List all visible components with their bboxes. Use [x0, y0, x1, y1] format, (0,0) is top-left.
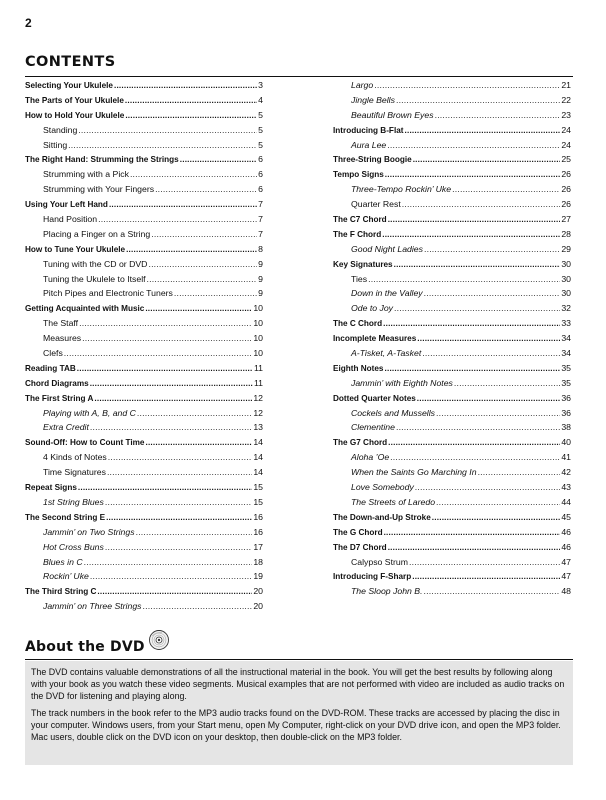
toc-entry: [333, 465, 571, 480]
toc-entry: [25, 510, 263, 525]
toc-dot-leader: [145, 302, 252, 317]
toc-entry-title: Tuning the Ukulele to Itself: [43, 273, 146, 284]
toc-dot-leader: [90, 569, 252, 584]
toc-entry: [333, 286, 571, 301]
toc-entry-title: Clementine: [351, 422, 395, 433]
toc-entry-title: Tempo Signs: [333, 170, 384, 180]
toc-entry-page: 35: [561, 362, 571, 373]
toc-entry-page: 36: [561, 392, 571, 403]
toc-entry: [25, 420, 263, 435]
toc-dot-leader: [409, 555, 560, 570]
toc-entry-title: Introducing F-Sharp: [333, 572, 412, 582]
toc-entry-page: 5: [258, 124, 263, 135]
toc-dot-leader: [394, 301, 560, 316]
toc-dot-leader: [108, 450, 253, 465]
toc-dot-leader: [388, 541, 561, 556]
toc-entry: [25, 227, 263, 242]
toc-entry-page: 35: [561, 377, 571, 388]
toc-entry-title: Using Your Left Hand: [25, 200, 108, 210]
toc-entry-title: Clefs: [43, 348, 63, 359]
toc-entry: [333, 346, 571, 361]
toc-dot-leader: [385, 362, 561, 377]
toc-entry-page: 9: [258, 273, 263, 284]
toc-entry: [333, 540, 571, 555]
toc-entry: [25, 272, 263, 287]
toc-entry-title: Pitch Pipes and Electronic Tuners: [43, 288, 173, 299]
toc-entry-title: The First String A: [25, 393, 94, 403]
toc-entry-page: 25: [561, 154, 571, 165]
toc-dot-leader: [423, 584, 560, 599]
toc-entry-page: 5: [258, 109, 263, 120]
toc-entry-page: 19: [253, 571, 263, 582]
toc-entry-title: The Parts of Your Ukulele: [25, 95, 124, 105]
toc-entry-page: 27: [561, 214, 571, 225]
toc-entry-page: 21: [561, 80, 571, 90]
toc-entry: [333, 510, 571, 525]
toc-entry: [25, 555, 263, 570]
toc-dot-leader: [422, 346, 560, 361]
toc-entry-page: 6: [258, 154, 263, 165]
toc-entry: [333, 301, 571, 316]
toc-entry: [25, 569, 263, 584]
toc-entry: [25, 152, 263, 167]
toc-entry-page: 7: [258, 228, 263, 239]
toc-entry-page: 9: [258, 288, 263, 299]
toc-entry-title: Aloha ’Oe: [351, 452, 390, 463]
toc-entry-title: Three-Tempo Rockin’ Uke: [351, 184, 452, 195]
toc-entry-page: 45: [561, 511, 571, 522]
toc-dot-leader: [105, 495, 252, 510]
toc-entry: [333, 197, 571, 212]
toc-entry-title: 4 Kinds of Notes: [43, 452, 107, 463]
toc-entry-title: Good Night Ladies: [351, 243, 423, 254]
toc-entry-title: Rockin’ Uke: [43, 571, 89, 582]
toc-dot-leader: [388, 213, 561, 228]
toc-entry-title: Key Signatures: [333, 259, 393, 269]
toc-dot-leader: [402, 197, 561, 212]
toc-entry: [333, 272, 571, 287]
toc-entry: [333, 108, 571, 123]
toc-entry-page: 22: [561, 94, 571, 105]
toc-dot-leader: [388, 436, 560, 451]
toc-entry-page: 14: [253, 452, 263, 463]
toc-entry-title: The Second String E: [25, 512, 106, 522]
toc-dot-leader: [417, 392, 561, 407]
toc-entry: [25, 376, 263, 391]
toc-entry-page: 34: [561, 348, 571, 359]
toc-dot-leader: [68, 138, 257, 153]
toc-entry: [25, 480, 263, 495]
toc-dot-leader: [396, 420, 560, 435]
toc-dot-leader: [368, 272, 560, 287]
toc-entry-page: 18: [253, 556, 263, 567]
toc-entry-title: How to Tune Your Ukulele: [25, 244, 126, 254]
toc-dot-leader: [84, 555, 253, 570]
toc-entry-page: 10: [253, 303, 263, 314]
toc-entry-title: Sound-Off: How to Count Time: [25, 438, 145, 448]
toc-entry-title: Hot Cross Buns: [43, 541, 104, 552]
toc-entry: [333, 420, 571, 435]
toc-entry: [25, 242, 263, 257]
toc-entry: [25, 138, 263, 153]
toc-entry-title: Sitting: [43, 139, 68, 150]
toc-left-column: [25, 78, 263, 614]
toc-entry-page: 24: [561, 139, 571, 150]
toc-entry-title: The Third String C: [25, 587, 97, 597]
toc-dot-leader: [90, 420, 252, 435]
toc-dot-leader: [424, 286, 561, 301]
toc-entry: [25, 540, 263, 555]
toc-entry-page: 14: [253, 467, 263, 478]
toc-dot-leader: [180, 153, 257, 168]
toc-entry-page: 17: [253, 541, 263, 552]
toc-dot-leader: [454, 376, 560, 391]
toc-entry: [25, 525, 263, 540]
toc-entry: [333, 361, 571, 376]
toc-dot-leader: [64, 346, 253, 361]
toc-dot-leader: [417, 332, 560, 347]
toc-dot-leader: [114, 79, 257, 94]
toc-entry-title: Introducing B-Flat: [333, 125, 404, 135]
toc-entry: [333, 316, 571, 331]
toc-entry: [25, 391, 263, 406]
toc-entry-title: Eighth Notes: [333, 363, 384, 373]
toc-entry: [333, 182, 571, 197]
toc-entry: [333, 495, 571, 510]
toc-entry: [25, 197, 263, 212]
toc-dot-leader: [155, 182, 257, 197]
toc-entry-page: 11: [253, 362, 263, 373]
toc-entry-page: 41: [561, 452, 571, 463]
toc-entry-title: Love Somebody: [351, 482, 414, 493]
toc-entry-title: Jammin’ with Eighth Notes: [351, 377, 453, 388]
toc-dot-leader: [478, 465, 561, 480]
toc-entry-page: 40: [561, 437, 571, 448]
about-dvd-box: [25, 661, 573, 765]
toc-entry-title: The Down-and-Up Stroke: [333, 512, 431, 522]
toc-entry: [25, 123, 263, 138]
toc-dot-leader: [374, 78, 560, 93]
toc-dot-leader: [384, 526, 561, 541]
toc-entry-title: Ties: [351, 273, 368, 284]
toc-entry-page: 36: [561, 407, 571, 418]
toc-entry: [25, 167, 263, 182]
toc-entry-title: The G Chord: [333, 527, 383, 537]
toc-dot-leader: [394, 258, 561, 273]
toc-entry-page: 5: [258, 139, 263, 150]
toc-entry-page: 7: [258, 199, 263, 210]
toc-entry-title: Repeat Signs: [25, 483, 77, 493]
toc-dot-leader: [148, 257, 257, 272]
toc-dot-leader: [126, 243, 257, 258]
toc-dot-leader: [383, 317, 560, 332]
toc-dot-leader: [130, 167, 257, 182]
toc-entry: [333, 569, 571, 584]
toc-entry-page: 12: [253, 392, 263, 403]
toc-entry: [25, 435, 263, 450]
toc-entry-title: Beautiful Brown Eyes: [351, 109, 434, 120]
about-paragraph-1: The DVD contains valuable demonstrations of all the instructional material in the book. You will get the best results by following along with your book as you watch these video segments. Musical examples that are not performed with video are included as audio tracks on the DVD for listening and playing along.: [31, 667, 565, 702]
toc-entry-page: 20: [253, 586, 263, 597]
toc-entry: [333, 227, 571, 242]
toc-entry-page: 15: [253, 496, 263, 507]
toc-dot-leader: [151, 227, 257, 242]
toc-entry-page: 42: [561, 467, 571, 478]
toc-entry-title: Calypso Strum: [351, 556, 408, 567]
toc-entry-title: When the Saints Go Marching In: [351, 467, 477, 478]
toc-entry-title: Tuning with the CD or DVD: [43, 258, 148, 269]
about-dvd-title: About the DVD: [25, 638, 145, 655]
toc-entry-page: 3: [258, 80, 263, 90]
toc-entry-title: Hand Position: [43, 214, 98, 225]
toc-entry-title: The Staff: [43, 318, 79, 329]
toc-entry: [333, 435, 571, 450]
toc-entry: [333, 391, 571, 406]
toc-dot-leader: [78, 123, 257, 138]
toc-entry: [25, 182, 263, 197]
toc-dot-leader: [145, 436, 252, 451]
toc-entry: [25, 361, 263, 376]
toc-entry-title: Largo: [351, 80, 374, 90]
toc-entry-page: 11: [253, 377, 263, 388]
toc-entry: [333, 450, 571, 465]
toc-entry-page: 46: [561, 526, 571, 537]
toc-entry: [333, 584, 571, 599]
toc-dot-leader: [415, 480, 561, 495]
toc-entry-page: 24: [561, 124, 571, 135]
toc-entry-title: Playing with A, B, and C: [43, 407, 136, 418]
toc-dot-leader: [125, 109, 257, 124]
toc-dot-leader: [90, 377, 253, 392]
toc-dot-leader: [136, 525, 253, 540]
toc-entry: [333, 152, 571, 167]
toc-dot-leader: [143, 599, 253, 614]
toc-entry-page: 44: [561, 496, 571, 507]
toc-dot-leader: [435, 108, 561, 123]
toc-entry: [25, 450, 263, 465]
contents-title: CONTENTS: [25, 54, 116, 70]
toc-entry: [25, 331, 263, 346]
about-dvd-heading: [25, 637, 170, 656]
toc-entry-page: 20: [253, 601, 263, 612]
toc-dot-leader: [390, 450, 560, 465]
toc-entry-page: 16: [253, 526, 263, 537]
toc-dot-leader: [387, 138, 560, 153]
toc-entry-title: The C Chord: [333, 319, 383, 329]
toc-entry-title: The Sloop John B.: [351, 586, 423, 597]
toc-entry-title: Dotted Quarter Notes: [333, 393, 416, 403]
toc-entry-title: Incomplete Measures: [333, 334, 417, 344]
toc-entry: [25, 599, 263, 614]
toc-entry-title: Extra Credit: [43, 422, 89, 433]
toc-entry: [333, 555, 571, 570]
toc-entry-title: Chord Diagrams: [25, 378, 89, 388]
about-paragraph-2: The track numbers in the book refer to the MP3 audio tracks found on the DVD-ROM. These tracks are accessed by placing the disc in your computer. Windows users, from your Start menu, open My Computer, right-click on your DVD drive icon, and open the MP3 folder. Mac users, double click on the DVD icon on your desktop, then double-click on the MP3 folder.: [31, 708, 561, 743]
toc-entry-page: 30: [561, 273, 571, 284]
toc-entry: [25, 584, 263, 599]
toc-entry: [25, 301, 263, 316]
toc-entry-page: 29: [561, 243, 571, 254]
toc-entry-title: Ode to Joy: [351, 303, 394, 314]
toc-entry-title: Reading TAB: [25, 363, 76, 373]
toc-entry-page: 43: [561, 482, 571, 493]
toc-entry-page: 10: [253, 333, 263, 344]
toc-entry-title: The C7 Chord: [333, 215, 387, 225]
toc-entry-page: 9: [258, 258, 263, 269]
toc-entry-page: 13: [253, 422, 263, 433]
toc-entry-title: A-Tisket, A-Tasket: [351, 348, 422, 359]
toc-entry-page: 14: [253, 437, 263, 448]
toc-entry-page: 26: [561, 184, 571, 195]
toc-dot-leader: [82, 331, 252, 346]
toc-entry-page: 23: [561, 109, 571, 120]
toc-entry-title: The F Chord: [333, 229, 382, 239]
toc-entry-title: Measures: [43, 333, 82, 344]
toc-entry: [333, 78, 571, 93]
toc-entry-title: Down in the Valley: [351, 288, 423, 299]
toc-entry-title: Getting Acquainted with Music: [25, 304, 145, 314]
toc-dot-leader: [97, 585, 252, 600]
toc-entry-page: 32: [561, 303, 571, 314]
toc-entry-page: 47: [561, 571, 571, 582]
toc-dot-leader: [424, 242, 560, 257]
toc-dot-leader: [125, 94, 257, 109]
toc-dot-leader: [109, 198, 257, 213]
toc-entry-page: 15: [253, 482, 263, 493]
toc-entry-page: 30: [561, 258, 571, 269]
toc-entry: [25, 257, 263, 272]
toc-dot-leader: [174, 286, 257, 301]
toc-entry: [25, 93, 263, 108]
toc-entry-page: 28: [561, 228, 571, 239]
toc-entry: [25, 316, 263, 331]
toc-entry-title: How to Hold Your Ukulele: [25, 110, 125, 120]
toc-entry-page: 26: [561, 169, 571, 180]
toc-entry-page: 26: [561, 199, 571, 210]
toc-entry-page: 7: [258, 214, 263, 225]
toc-entry-page: 34: [561, 333, 571, 344]
toc-entry: [333, 376, 571, 391]
toc-entry-page: 6: [258, 169, 263, 180]
toc-entry: [25, 286, 263, 301]
toc-entry-title: Quarter Rest: [351, 199, 401, 210]
toc-dot-leader: [396, 93, 560, 108]
toc-dot-leader: [412, 570, 560, 585]
toc-entry-title: The D7 Chord: [333, 542, 387, 552]
toc-entry-page: 47: [561, 556, 571, 567]
toc-entry: [25, 78, 263, 93]
toc-entry-title: Placing a Finger on a String: [43, 228, 151, 239]
toc-entry-title: Blues in C: [43, 556, 83, 567]
toc-entry-page: 10: [253, 348, 263, 359]
toc-entry-page: 10: [253, 318, 263, 329]
toc-dot-leader: [105, 540, 252, 555]
toc-dot-leader: [137, 406, 252, 421]
toc-entry-title: The Streets of Laredo: [351, 496, 436, 507]
toc-entry: [333, 331, 571, 346]
toc-entry: [333, 138, 571, 153]
toc-entry-page: 48: [561, 586, 571, 597]
toc-dot-leader: [98, 212, 257, 227]
toc-dot-leader: [78, 481, 252, 496]
toc-entry-title: Cockels and Mussells: [351, 407, 436, 418]
toc-dot-leader: [147, 272, 258, 287]
toc-entry-title: Selecting Your Ukulele: [25, 81, 113, 90]
toc-entry-title: Three-String Boogie: [333, 155, 412, 165]
toc-entry-title: Strumming with a Pick: [43, 169, 129, 180]
toc-entry-page: 16: [253, 511, 263, 522]
toc-dot-leader: [436, 406, 560, 421]
toc-entry-title: Aura Lee: [351, 139, 387, 150]
toc-entry-page: 12: [253, 407, 263, 418]
toc-entry-page: 4: [258, 94, 263, 105]
toc-entry: [333, 525, 571, 540]
toc-entry: [25, 346, 263, 361]
toc-entry: [25, 495, 263, 510]
toc-entry-title: The Right Hand: Strumming the Strings: [25, 155, 179, 165]
toc-entry: [333, 123, 571, 138]
toc-dot-leader: [436, 495, 560, 510]
toc-entry-title: 1st String Blues: [43, 496, 104, 507]
toc-entry-page: 46: [561, 541, 571, 552]
toc-entry: [333, 212, 571, 227]
toc-entry-page: 8: [258, 243, 263, 254]
toc-entry-title: Jingle Bells: [351, 94, 395, 105]
toc-entry: [333, 406, 571, 421]
toc-dot-leader: [413, 153, 561, 168]
toc-dot-leader: [77, 362, 253, 377]
toc-entry: [333, 480, 571, 495]
toc-entry: [333, 242, 571, 257]
toc-entry: [25, 108, 263, 123]
toc-entry: [333, 167, 571, 182]
toc-dot-leader: [452, 182, 560, 197]
toc-entry-page: 38: [561, 422, 571, 433]
toc-dot-leader: [106, 511, 252, 526]
toc-entry: [25, 465, 263, 480]
toc-dot-leader: [94, 392, 252, 407]
toc-entry-title: Time Signatures: [43, 467, 106, 478]
toc-dot-leader: [385, 168, 561, 183]
toc-entry-title: Standing: [43, 124, 78, 135]
toc-entry-page: 33: [561, 318, 571, 329]
toc-entry: [25, 212, 263, 227]
toc-entry-title: Jammin’ on Two Strings: [43, 526, 135, 537]
toc-dot-leader: [432, 511, 561, 526]
toc-entry: [25, 406, 263, 421]
toc-dot-leader: [405, 124, 561, 139]
toc-entry-title: Strumming with Your Fingers: [43, 184, 155, 195]
toc-right-column: [333, 78, 571, 599]
toc-entry: [333, 257, 571, 272]
toc-entry-title: Jammin’ on Three Strings: [43, 601, 142, 612]
toc-entry: [333, 93, 571, 108]
toc-dot-leader: [107, 465, 252, 480]
toc-entry-page: 6: [258, 184, 263, 195]
toc-entry-title: The G7 Chord: [333, 438, 388, 448]
toc-dot-leader: [382, 228, 560, 243]
page-number: 2: [25, 16, 32, 30]
toc-dot-leader: [79, 316, 252, 331]
toc-entry-page: 30: [561, 288, 571, 299]
dvd-disc-icon: [148, 629, 170, 656]
